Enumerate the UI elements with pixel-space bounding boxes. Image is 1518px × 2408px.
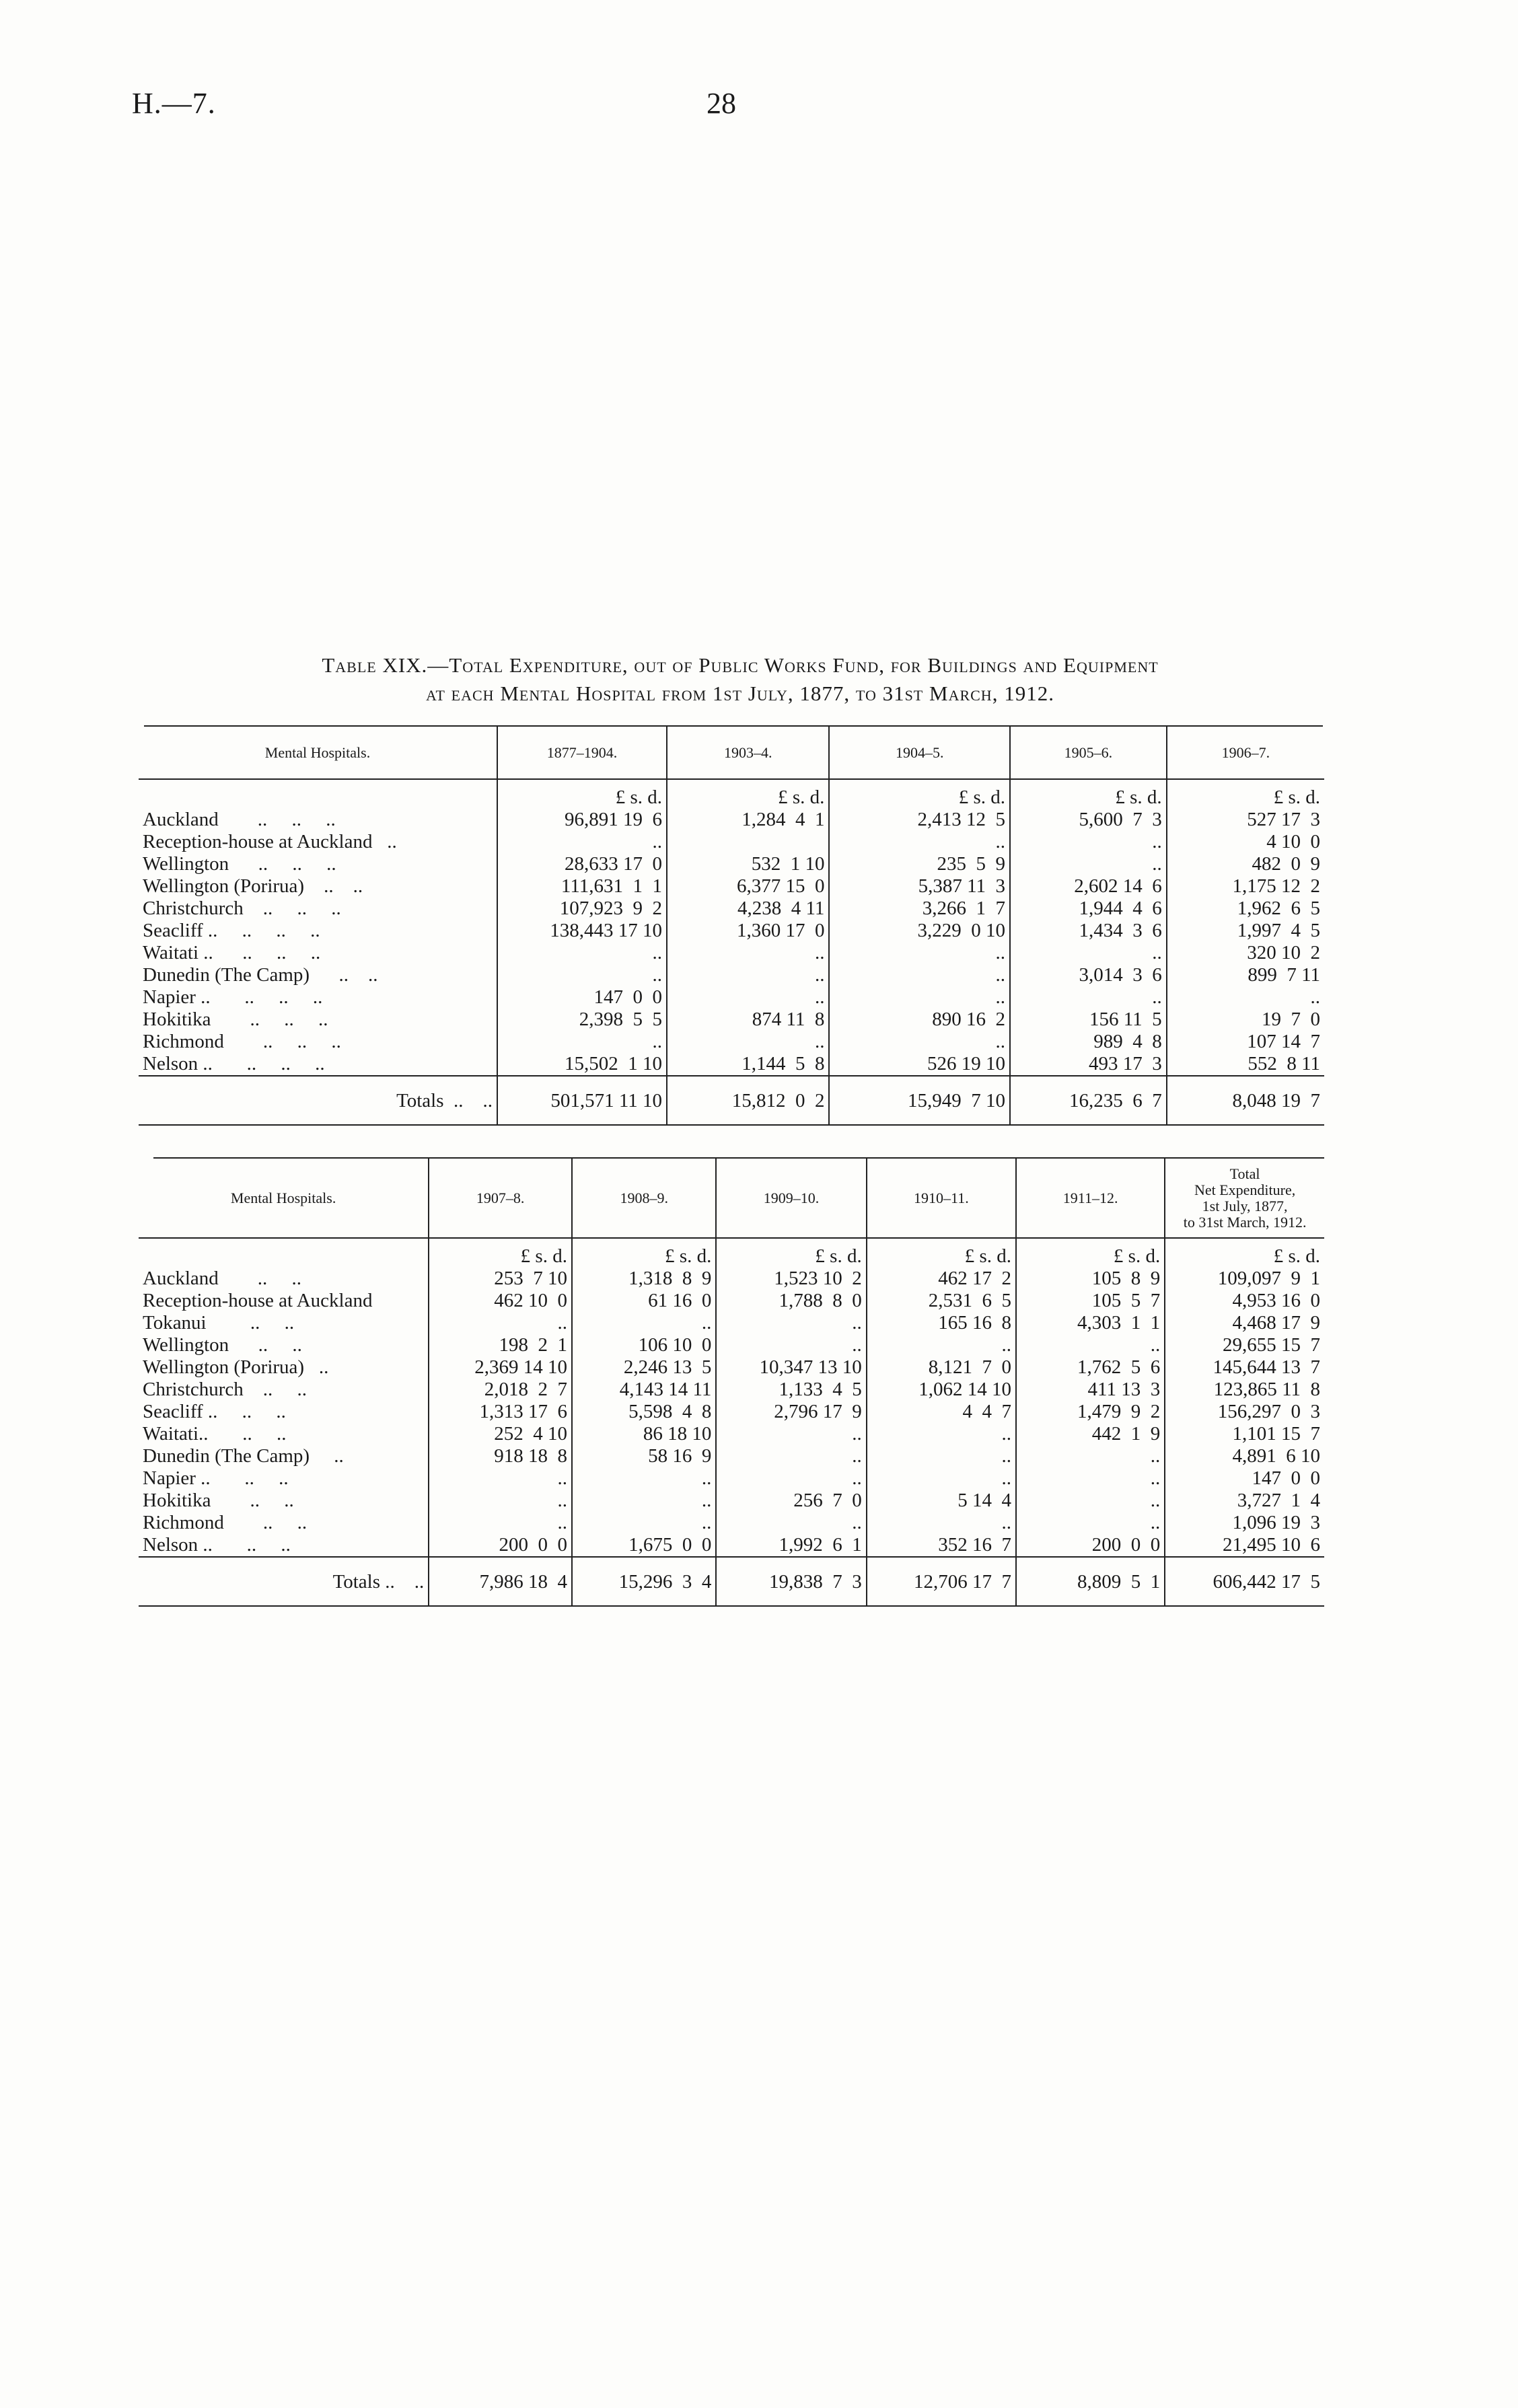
table-row: [139, 1467, 1324, 1490]
amount-cell: ..: [497, 1031, 667, 1053]
table-row: [139, 920, 1324, 942]
total-header-line: Net Expenditure,: [1194, 1181, 1296, 1198]
amount-cell: ..: [867, 1445, 1016, 1467]
amount-cell: ..: [1010, 986, 1167, 1009]
amount-cell: 109,097 9 1: [1165, 1268, 1324, 1290]
table2-unit: £ s. d.: [572, 1238, 716, 1268]
amount-cell: 1,434 3 6: [1010, 920, 1167, 942]
hospital-name: Christchurch .. .. ..: [143, 898, 341, 919]
amount-cell: 493 17 3: [1010, 1053, 1167, 1076]
amount-cell: ..: [867, 1423, 1016, 1445]
hospital-name: Seacliff .. .. .. ..: [143, 920, 320, 941]
amount-cell: 3,229 0 10: [829, 920, 1010, 942]
table2-unit: £ s. d.: [429, 1238, 572, 1268]
hospital-name: Napier .. .. .. ..: [143, 986, 323, 1008]
amount-cell: 2,531 6 5: [867, 1290, 1016, 1312]
totals-label: Totals .. ..: [332, 1571, 425, 1593]
amount-cell: 19 7 0: [1167, 1009, 1324, 1031]
table-row: [139, 1401, 1324, 1423]
table1-header-period: 1906–7.: [1167, 727, 1324, 779]
amount-cell: 156,297 0 3: [1165, 1401, 1324, 1423]
table1-header-period: 1903–4.: [667, 727, 829, 779]
table-row: [139, 1490, 1324, 1512]
amount-cell: ..: [829, 942, 1010, 964]
amount-cell: 61 16 0: [572, 1290, 716, 1312]
amount-cell: 4,143 14 11: [572, 1379, 716, 1401]
amount-cell: 1,675 0 0: [572, 1534, 716, 1557]
amount-cell: 2,796 17 9: [716, 1401, 866, 1423]
amount-cell: ..: [829, 1031, 1010, 1053]
amount-cell: 147 0 0: [1165, 1467, 1324, 1490]
amount-cell: 4,468 17 9: [1165, 1312, 1324, 1334]
table2-header-period: 1911–12.: [1016, 1159, 1165, 1238]
amount-cell: 156 11 5: [1010, 1009, 1167, 1031]
amount-cell: 5,387 11 3: [829, 875, 1010, 898]
amount-cell: 107,923 9 2: [497, 898, 667, 920]
amount-cell: ..: [1010, 942, 1167, 964]
amount-cell: 15,502 1 10: [497, 1053, 667, 1076]
hospital-name: Dunedin (The Camp) ..: [143, 1445, 344, 1467]
table2-unit: £ s. d.: [1165, 1238, 1324, 1268]
table-row: [139, 1009, 1324, 1031]
amount-cell: 482 0 9: [1167, 853, 1324, 875]
total-amount: 8,809 5 1: [1016, 1557, 1165, 1606]
hospital-name: Richmond .. ..: [143, 1512, 308, 1533]
table1-header-period: 1877–1904.: [497, 727, 667, 779]
amount-cell: 2,413 12 5: [829, 809, 1010, 831]
table-row: [139, 1512, 1324, 1534]
amount-cell: 96,891 19 6: [497, 809, 667, 831]
amount-cell: ..: [667, 942, 829, 964]
total-amount: 15,812 0 2: [667, 1076, 829, 1125]
amount-cell: 1,133 4 5: [716, 1379, 866, 1401]
table1-header-period: 1904–5.: [829, 727, 1010, 779]
table1-unit: £ s. d.: [667, 779, 829, 809]
total-amount: 15,949 7 10: [829, 1076, 1010, 1125]
amount-cell: ..: [429, 1312, 572, 1334]
amount-cell: ..: [429, 1512, 572, 1534]
amount-cell: 890 16 2: [829, 1009, 1010, 1031]
amount-cell: ..: [1016, 1467, 1165, 1490]
amount-cell: 1,144 5 8: [667, 1053, 829, 1076]
totals-row: [139, 1557, 1324, 1606]
amount-cell: 918 18 8: [429, 1445, 572, 1467]
table1-unit: £ s. d.: [1010, 779, 1167, 809]
title-prefix: Table XIX.—: [322, 653, 449, 677]
table-row: [139, 831, 1324, 853]
total-amount: 606,442 17 5: [1165, 1557, 1324, 1606]
total-amount: 12,706 17 7: [867, 1557, 1016, 1606]
hospital-name: Wellington .. ..: [143, 1334, 302, 1356]
total-amount: 501,571 11 10: [497, 1076, 667, 1125]
amount-cell: 105 8 9: [1016, 1268, 1165, 1290]
table1-unit: £ s. d.: [1167, 779, 1324, 809]
amount-cell: 527 17 3: [1167, 809, 1324, 831]
table-row: [139, 942, 1324, 964]
amount-cell: 4,891 6 10: [1165, 1445, 1324, 1467]
hospital-name: Seacliff .. .. ..: [143, 1401, 286, 1422]
amount-cell: 1,992 6 1: [716, 1534, 866, 1557]
amount-cell: 3,727 1 4: [1165, 1490, 1324, 1512]
table-row: [139, 1268, 1324, 1290]
amount-cell: ..: [497, 964, 667, 986]
hospital-name: Wellington (Porirua) ..: [143, 1356, 329, 1378]
amount-cell: ..: [1016, 1512, 1165, 1534]
table-title-line-2: at each Mental Hospital from 1st July, 1877, to 31st March, 1912.: [426, 682, 1054, 705]
table-row: [139, 1445, 1324, 1467]
document-code: H.—7.: [132, 87, 216, 120]
amount-cell: 8,121 7 0: [867, 1356, 1016, 1379]
amount-cell: ..: [867, 1467, 1016, 1490]
amount-cell: 235 5 9: [829, 853, 1010, 875]
amount-cell: 1,762 5 6: [1016, 1356, 1165, 1379]
total-header-line: Total: [1229, 1165, 1260, 1182]
table1-unit-spacer: [139, 779, 497, 809]
amount-cell: ..: [1016, 1445, 1165, 1467]
amount-cell: 352 16 7: [867, 1534, 1016, 1557]
hospital-name: Reception-house at Auckland: [143, 1290, 373, 1311]
amount-cell: ..: [829, 831, 1010, 853]
amount-cell: 29,655 15 7: [1165, 1334, 1324, 1356]
amount-cell: ..: [716, 1423, 866, 1445]
total-header-line: to 31st March, 1912.: [1183, 1213, 1307, 1231]
totals-row: [139, 1076, 1324, 1125]
table-row: [139, 1423, 1324, 1445]
amount-cell: 105 5 7: [1016, 1290, 1165, 1312]
amount-cell: ..: [829, 986, 1010, 1009]
amount-cell: ..: [716, 1512, 866, 1534]
amount-cell: 138,443 17 10: [497, 920, 667, 942]
amount-cell: ..: [667, 964, 829, 986]
amount-cell: 3,266 1 7: [829, 898, 1010, 920]
amount-cell: 1,175 12 2: [1167, 875, 1324, 898]
amount-cell: 442 1 9: [1016, 1423, 1165, 1445]
amount-cell: ..: [716, 1445, 866, 1467]
total-header-line: 1st July, 1877,: [1202, 1197, 1288, 1214]
amount-cell: ..: [716, 1312, 866, 1334]
table2-header-period: 1908–9.: [572, 1159, 716, 1238]
amount-cell: 526 19 10: [829, 1053, 1010, 1076]
hospital-name: Napier .. .. ..: [143, 1467, 289, 1489]
amount-cell: 10,347 13 10: [716, 1356, 866, 1379]
amount-cell: ..: [829, 964, 1010, 986]
amount-cell: 874 11 8: [667, 1009, 829, 1031]
table-row: [139, 1312, 1324, 1334]
amount-cell: 1,997 4 5: [1167, 920, 1324, 942]
table2-header-period: 1910–11.: [867, 1159, 1016, 1238]
amount-cell: 5 14 4: [867, 1490, 1016, 1512]
amount-cell: 5,600 7 3: [1010, 809, 1167, 831]
amount-cell: 123,865 11 8: [1165, 1379, 1324, 1401]
amount-cell: 165 16 8: [867, 1312, 1016, 1334]
amount-cell: 1,788 8 0: [716, 1290, 866, 1312]
amount-cell: 1,944 4 6: [1010, 898, 1167, 920]
table1-unit: £ s. d.: [829, 779, 1010, 809]
amount-cell: 4,303 1 1: [1016, 1312, 1165, 1334]
table-title: [135, 651, 1346, 708]
amount-cell: ..: [1010, 853, 1167, 875]
amount-cell: ..: [667, 1031, 829, 1053]
amount-cell: ..: [572, 1490, 716, 1512]
amount-cell: ..: [572, 1312, 716, 1334]
amount-cell: ..: [572, 1512, 716, 1534]
amount-cell: 28,633 17 0: [497, 853, 667, 875]
table2-header-period: 1909–10.: [716, 1159, 866, 1238]
amount-cell: 3,014 3 6: [1010, 964, 1167, 986]
amount-cell: 107 14 7: [1167, 1031, 1324, 1053]
amount-cell: 1,096 19 3: [1165, 1512, 1324, 1534]
amount-cell: 462 17 2: [867, 1268, 1016, 1290]
amount-cell: 253 7 10: [429, 1268, 572, 1290]
amount-cell: 200 0 0: [429, 1534, 572, 1557]
amount-cell: ..: [716, 1334, 866, 1356]
expenditure-table-1907-1912: [139, 1159, 1324, 1607]
table-title-line-1: [135, 651, 1346, 680]
amount-cell: 462 10 0: [429, 1290, 572, 1312]
hospital-name: Waitati .. .. .. ..: [143, 942, 321, 963]
hospital-name: Wellington .. .. ..: [143, 853, 336, 875]
table2-unit: £ s. d.: [867, 1238, 1016, 1268]
amount-cell: 2,246 13 5: [572, 1356, 716, 1379]
amount-cell: [667, 831, 829, 853]
amount-cell: 111,631 1 1: [497, 875, 667, 898]
amount-cell: 86 18 10: [572, 1423, 716, 1445]
amount-cell: 532 1 10: [667, 853, 829, 875]
hospital-name: Christchurch .. ..: [143, 1379, 308, 1400]
amount-cell: 21,495 10 6: [1165, 1534, 1324, 1557]
amount-cell: 1,962 6 5: [1167, 898, 1324, 920]
amount-cell: ..: [1016, 1334, 1165, 1356]
amount-cell: 147 0 0: [497, 986, 667, 1009]
table-row: [139, 1031, 1324, 1053]
amount-cell: 1,523 10 2: [716, 1268, 866, 1290]
table2-unit: £ s. d.: [1016, 1238, 1165, 1268]
amount-cell: 1,318 8 9: [572, 1268, 716, 1290]
hospital-name: Auckland .. .. ..: [143, 809, 336, 830]
table2-header-label: Mental Hospitals.: [230, 1189, 336, 1206]
total-amount: 19,838 7 3: [716, 1557, 866, 1606]
amount-cell: 252 4 10: [429, 1423, 572, 1445]
amount-cell: 2,369 14 10: [429, 1356, 572, 1379]
amount-cell: ..: [716, 1467, 866, 1490]
table-row: [139, 809, 1324, 831]
amount-cell: ..: [497, 942, 667, 964]
table-row: [139, 1356, 1324, 1379]
amount-cell: ..: [1016, 1490, 1165, 1512]
amount-cell: 6,377 15 0: [667, 875, 829, 898]
amount-cell: 1,284 4 1: [667, 809, 829, 831]
amount-cell: ..: [497, 831, 667, 853]
amount-cell: 58 16 9: [572, 1445, 716, 1467]
amount-cell: 2,398 5 5: [497, 1009, 667, 1031]
hospital-name: Wellington (Porirua) .. ..: [143, 875, 363, 897]
total-amount: 8,048 19 7: [1167, 1076, 1324, 1125]
hospital-name: Dunedin (The Camp) .. ..: [143, 964, 378, 986]
amount-cell: ..: [429, 1490, 572, 1512]
hospital-name: Waitati.. .. ..: [143, 1423, 287, 1445]
table2-unit: £ s. d.: [716, 1238, 866, 1268]
amount-cell: 4 4 7: [867, 1401, 1016, 1423]
table-row: [139, 1334, 1324, 1356]
amount-cell: 4,238 4 11: [667, 898, 829, 920]
amount-cell: ..: [1010, 831, 1167, 853]
table-row: [139, 898, 1324, 920]
hospital-name: Nelson .. .. .. ..: [143, 1053, 325, 1074]
table1-header-period: 1905–6.: [1010, 727, 1167, 779]
amount-cell: ..: [572, 1467, 716, 1490]
amount-cell: 899 7 11: [1167, 964, 1324, 986]
amount-cell: 552 8 11: [1167, 1053, 1324, 1076]
hospital-name: Hokitika .. .. ..: [143, 1009, 328, 1030]
table-row: [139, 964, 1324, 986]
table2-header-total: [1165, 1159, 1324, 1238]
hospital-name: Auckland .. ..: [143, 1268, 301, 1289]
amount-cell: ..: [1167, 986, 1324, 1009]
amount-cell: 4 10 0: [1167, 831, 1324, 853]
table-row: [139, 1053, 1324, 1076]
table1-header-label: Mental Hospitals.: [264, 743, 371, 761]
amount-cell: 198 2 1: [429, 1334, 572, 1356]
amount-cell: 1,313 17 6: [429, 1401, 572, 1423]
amount-cell: 320 10 2: [1167, 942, 1324, 964]
hospital-name: Richmond .. .. ..: [143, 1031, 341, 1052]
amount-cell: ..: [867, 1334, 1016, 1356]
amount-cell: 2,602 14 6: [1010, 875, 1167, 898]
table2-unit-spacer: [139, 1238, 429, 1268]
amount-cell: 200 0 0: [1016, 1534, 1165, 1557]
amount-cell: ..: [667, 986, 829, 1009]
table-row: [139, 1290, 1324, 1312]
table2-header-period: 1907–8.: [429, 1159, 572, 1238]
hospital-name: Tokanui .. ..: [143, 1312, 295, 1334]
total-amount: 15,296 3 4: [572, 1557, 716, 1606]
total-amount: 7,986 18 4: [429, 1557, 572, 1606]
amount-cell: 1,360 17 0: [667, 920, 829, 942]
table-row: [139, 986, 1324, 1009]
title-line1-text: Total Expenditure, out of Public Works Fund, for Buildings and Equipment: [449, 653, 1159, 677]
page-number: 28: [707, 87, 736, 120]
table-row: [139, 875, 1324, 898]
amount-cell: 145,644 13 7: [1165, 1356, 1324, 1379]
expenditure-table-1877-1907: [139, 727, 1324, 1126]
amount-cell: ..: [429, 1467, 572, 1490]
table-row: [139, 1379, 1324, 1401]
amount-cell: 4,953 16 0: [1165, 1290, 1324, 1312]
hospital-name: Hokitika .. ..: [143, 1490, 294, 1511]
amount-cell: 5,598 4 8: [572, 1401, 716, 1423]
amount-cell: 1,101 15 7: [1165, 1423, 1324, 1445]
amount-cell: ..: [867, 1512, 1016, 1534]
amount-cell: 1,062 14 10: [867, 1379, 1016, 1401]
hospital-name: Nelson .. .. ..: [143, 1534, 291, 1556]
amount-cell: 106 10 0: [572, 1334, 716, 1356]
amount-cell: 2,018 2 7: [429, 1379, 572, 1401]
amount-cell: 411 13 3: [1016, 1379, 1165, 1401]
table-row: [139, 853, 1324, 875]
table-row: [139, 1534, 1324, 1557]
amount-cell: 1,479 9 2: [1016, 1401, 1165, 1423]
table1-unit: £ s. d.: [497, 779, 667, 809]
amount-cell: 256 7 0: [716, 1490, 866, 1512]
hospital-name: Reception-house at Auckland ..: [143, 831, 397, 852]
totals-label: Totals .. ..: [396, 1090, 493, 1111]
total-amount: 16,235 6 7: [1010, 1076, 1167, 1125]
amount-cell: 989 4 8: [1010, 1031, 1167, 1053]
